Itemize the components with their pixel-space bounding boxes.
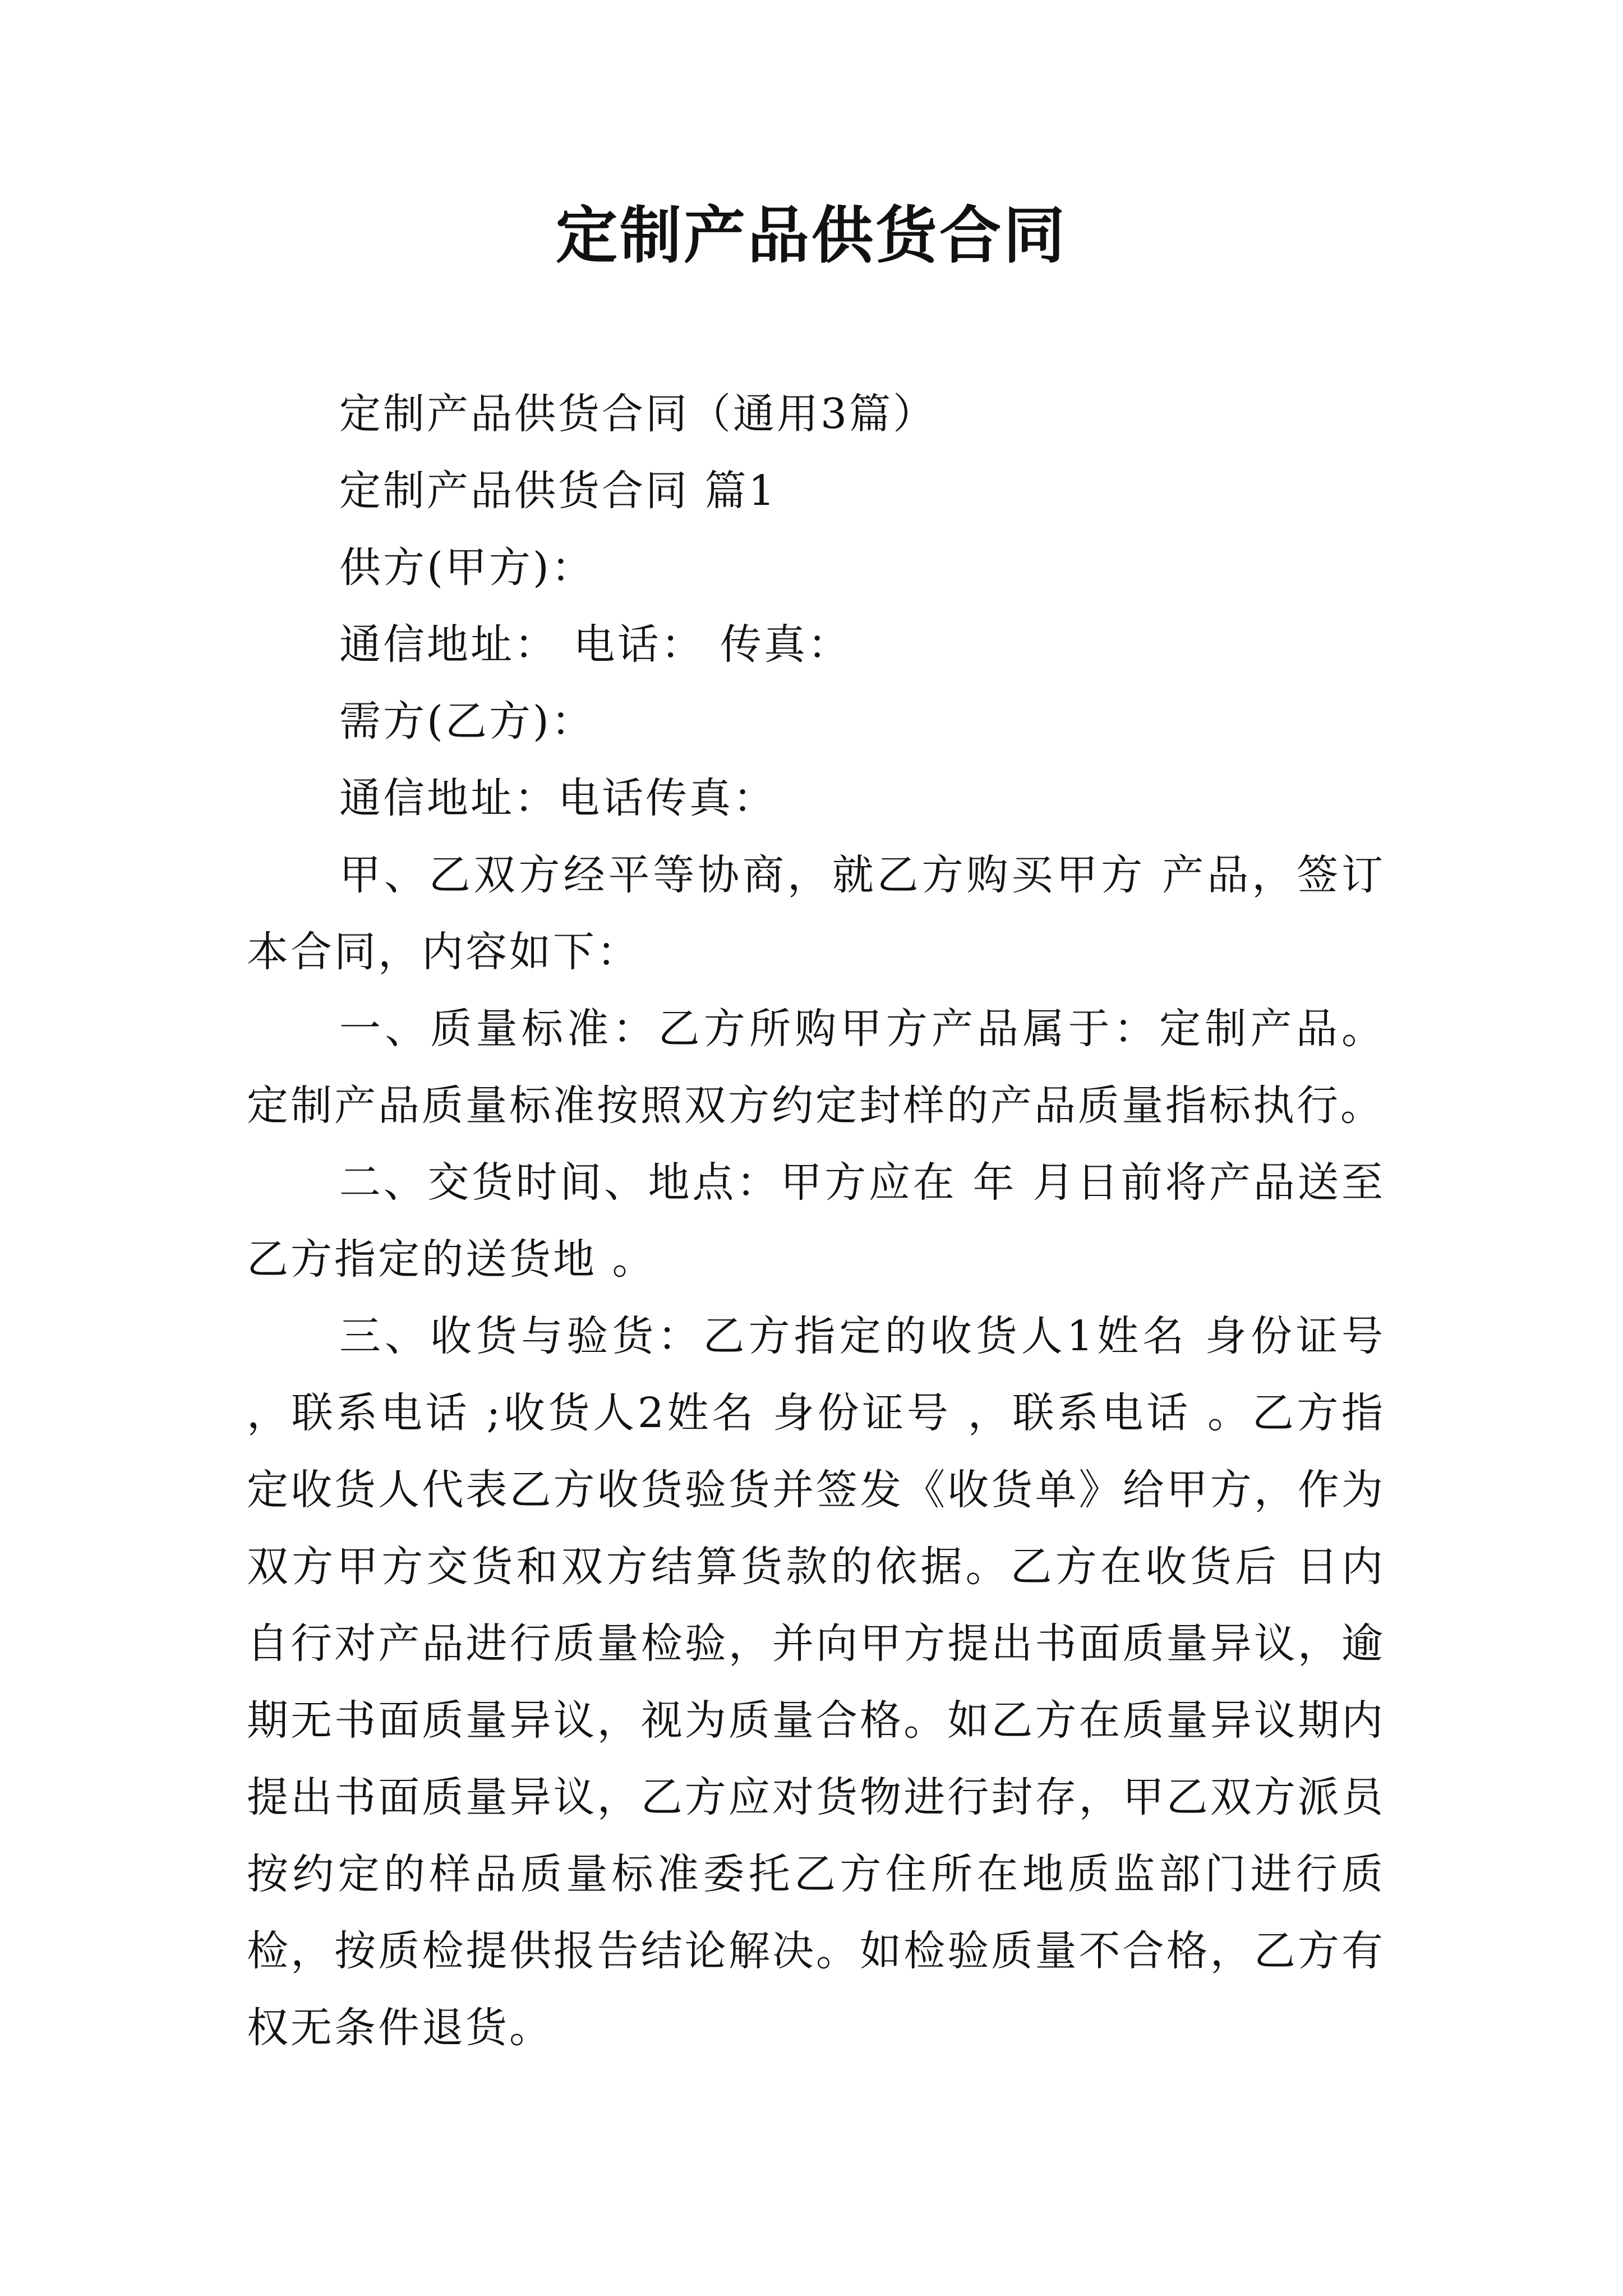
document-title: 定制产品供货合同 <box>556 199 1067 272</box>
supplier-line: 供方(甲方)： <box>339 544 595 592</box>
clause-receipt-inspection: 三、收货与验货：乙方指定的收货人1姓名 身份证号 ，联系电话 ;收货人2姓名 身份证号 ，联系电话 。乙方指定收货人代表乙方收货验货并签发《收货单》给甲方，作为双方甲方交货和双方结算货款的依据。乙方在收货后 日内自行对产品进行质量检验，并向甲方提出书面质量异议，逾期无书面质量异议，视为质量合格。如乙方在质量异议期内提出书面质量异议，乙方应对货物进行封存，甲乙双方派员按约定的样品质量标准委托乙方住所在地质监部门进行质检，按质检提供报告结论解决。如检验质量不合格，乙方有权无条件退货。 <box>247 1312 1385 2052</box>
part-heading: 定制产品供货合同 篇1 <box>339 467 777 515</box>
clause-delivery-time-place: 二、交货时间、地点：甲方应在 年 月日前将产品送至乙方指定的送货地 。 <box>247 1158 1385 1283</box>
document-subtitle: 定制产品供货合同（通用3篇） <box>339 390 937 438</box>
intro-paragraph: 甲、乙双方经平等协商，就乙方购买甲方 产品，签订本合同，内容如下： <box>247 851 1385 976</box>
buyer-contact-line: 通信地址：电话传真： <box>339 774 777 822</box>
document-body <box>247 376 1385 2067</box>
supplier-contact-line: 通信地址： 电话： 传真： <box>339 620 852 669</box>
buyer-line: 需方(乙方)： <box>339 697 595 746</box>
clause-quality-standard: 一、质量标准：乙方所购甲方产品属于：定制产品。定制产品质量标准按照双方约定封样的产品质量指标执行。 <box>247 1005 1385 1130</box>
